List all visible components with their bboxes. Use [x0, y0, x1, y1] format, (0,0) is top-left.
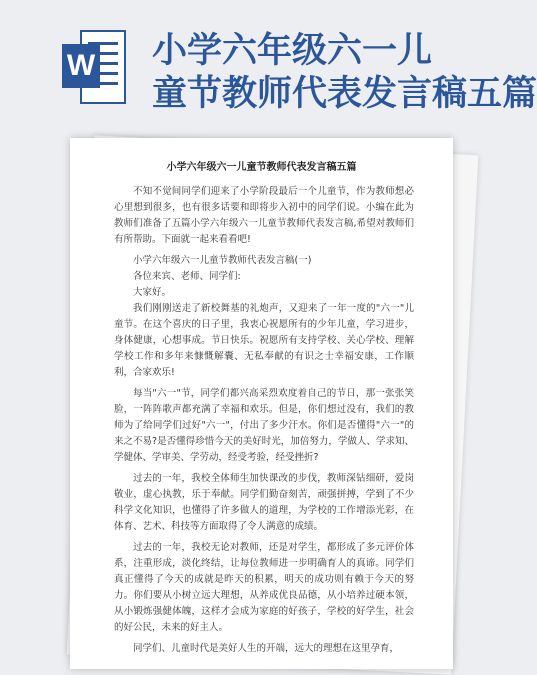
- banner-header: [0, 0, 537, 130]
- word-badge: W: [62, 44, 100, 88]
- document-title: 小学六年级六一儿童节教师代表发言稿五篇: [166, 162, 357, 173]
- paragraph: 我们刚刚送走了新校舞基的礼炮声，又迎来了一年一度的"六一"儿童节。在这个喜庆的日子里，我衷心祝愿所有的少年儿童，学习进步，身体健康，心想事成。节日快乐。祝愿所有支持学校、关心学校、理解学校工作和多年来慷慨解囊、无私奉献的有识之士幸福安康，工作顺利，合家欢乐!: [114, 303, 414, 378]
- banner-title: [152, 30, 537, 116]
- paragraph: 同学们、儿童时代是美好人生的开端，远大的理想在这里孕育，: [133, 643, 400, 654]
- salutation: 各位来宾、老师、同学们:: [133, 271, 241, 282]
- banner-title-line-2: 童节教师代表发言稿五篇: [152, 74, 537, 114]
- section-heading: 小学六年级六一儿童节教师代表发言稿(一): [133, 255, 312, 266]
- document-page: [70, 138, 453, 669]
- banner-title-line-1: 小学六年级六一儿: [152, 31, 433, 71]
- document-body: [114, 184, 414, 662]
- paragraph: 每当"六一"节，同学们都兴高采烈欢度着自己的节日，那一张张笑脸，一阵阵歌声都充满了幸福和欢乐。但是，你们想过没有，我们的教师为了给同学们过好"六一"，付出了多少汗水。你们是否懂得"六一"的来之不易?是否懂得珍惜今天的美好时光，加倍努力，学做人、学求知、学健体、学审美、学劳动，经受考验，经受挫折?: [114, 388, 414, 463]
- word-document-icon: [62, 30, 126, 104]
- paragraph: 过去的一年，我校全体师生加快课改的步伐，教师深钻细研，爱岗敬业，虚心执教，乐于奉献。同学们勤奋刻苦，顽强拼搏，学到了不少科学文化知识，也懂得了许多做人的道理，为学校的工作增添光彩，在体育、艺术、科技等方面取得了令人满意的成绩。: [114, 473, 414, 532]
- paragraph: 不知不觉间同学们迎来了小学阶段最后一个儿童节，作为教师想必心里想到很多，也有很多话要和即将步入初中的同学们说。小编在此为教师们准备了五篇小学六年级六一儿童节教师代表发言稿,希望对教师们有所帮助。下面就一起来看看吧!: [114, 186, 414, 245]
- paragraph: 过去的一年，我校无论对教师，还是对学生，都形成了多元评价体系，注重形成，淡化终结，让每位教师进一步明确育人的真谛。同学们真正懂得了今天的成就是昨天的积累，明天的成功则有赖于今天的努力。你们要从小树立远大理想，从养成优良品德，从小培养过硬本领，从小锻炼强健体魄，这样才会成为家庭的好孩子，学校的好学生，社会的好公民，未来的好主人。: [114, 542, 414, 633]
- greeting: 大家好。: [133, 287, 172, 298]
